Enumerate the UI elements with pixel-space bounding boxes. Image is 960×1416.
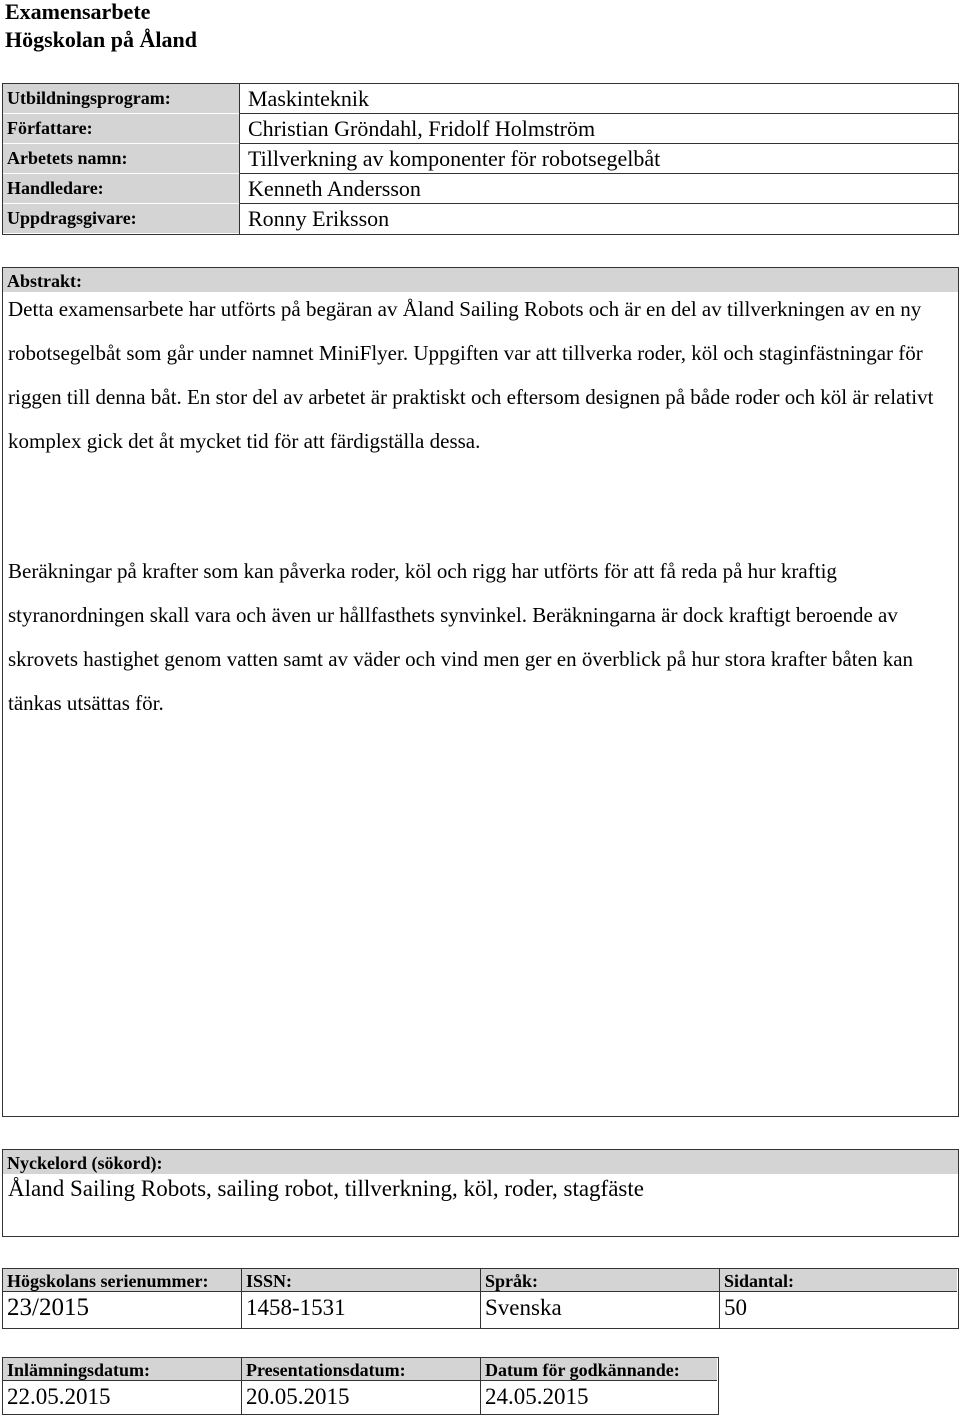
info-value: 1458-1531 <box>246 1295 346 1320</box>
meta-row-program <box>3 84 958 114</box>
abstract-box <box>2 267 959 1117</box>
meta-row-title <box>3 144 958 174</box>
meta-label: Handledare: <box>3 174 239 204</box>
meta-value: Ronny Eriksson <box>239 204 958 234</box>
institution-name: Högskolan på Åland <box>5 27 197 52</box>
info-label: Presentationsdatum: <box>242 1358 480 1381</box>
keywords-value: Åland Sailing Robots, sailing robot, tillverkning, köl, roder, stagfäste <box>8 1176 644 1201</box>
info-label: Högskolans serienummer: <box>3 1269 241 1292</box>
meta-value: Christian Gröndahl, Fridolf Holmström <box>239 114 958 144</box>
keywords-heading: Nyckelord (sökord): <box>3 1150 958 1174</box>
info-table-1 <box>2 1268 959 1329</box>
info-cell-serial <box>3 1269 241 1328</box>
info-cell-issn <box>242 1269 480 1328</box>
info-cell-presentation-date <box>242 1358 480 1414</box>
info-label: ISSN: <box>242 1269 480 1292</box>
keywords-box <box>2 1149 959 1237</box>
info-value: 22.05.2015 <box>7 1384 111 1409</box>
info-label: Datum för godkännande: <box>481 1358 717 1381</box>
info-label: Inlämningsdatum: <box>3 1358 241 1381</box>
info-cell-language <box>481 1269 719 1328</box>
meta-label: Författare: <box>3 114 239 144</box>
info-label: Sidantal: <box>720 1269 957 1292</box>
info-cell-approval-date <box>481 1358 717 1414</box>
document-type: Examensarbete <box>5 0 151 24</box>
info-cell-submission-date <box>3 1358 241 1414</box>
info-table-2 <box>2 1357 719 1415</box>
abstract-paragraph-1: Detta examensarbete har utförts på begäran av Åland Sailing Robots och är en del av tillverkningen av en ny robotsegelbåt som går under namnet MiniFlyer. Uppgiften var att tillverka roder, köl och staginfästningar för riggen till denna båt. En stor del av arbetet är praktiskt och eftersom designen på både roder och köl är relativt komplex gick det åt mycket tid för att färdigställa dessa. <box>8 297 934 453</box>
abstract-heading: Abstrakt: <box>3 268 958 292</box>
meta-row-client <box>3 204 958 234</box>
info-value: 24.05.2015 <box>485 1384 589 1409</box>
meta-value: Kenneth Andersson <box>239 174 958 204</box>
metadata-table <box>2 83 959 235</box>
meta-value: Maskinteknik <box>239 84 958 114</box>
info-label: Språk: <box>481 1269 719 1292</box>
meta-label: Uppdragsgivare: <box>3 204 239 234</box>
info-cell-pages <box>720 1269 957 1328</box>
meta-value: Tillverkning av komponenter för robotsegelbåt <box>239 144 958 174</box>
meta-row-authors <box>3 114 958 144</box>
info-value: 20.05.2015 <box>246 1384 350 1409</box>
meta-label: Utbildningsprogram: <box>3 84 239 114</box>
info-value: 50 <box>724 1295 747 1320</box>
abstract-paragraph-2: Beräkningar på krafter som kan påverka roder, köl och rigg har utförts för att få reda på hur kraftig styranordningen skall vara och även ur hållfasthets synvinkel. Beräkningarna är dock kraftigt beroende av skrovets hastighet genom vatten samt av väder och vind men ger en överblick på hur stora krafter båten kan tänkas utsättas för. <box>8 559 914 715</box>
meta-label: Arbetets namn: <box>3 144 239 174</box>
meta-row-supervisor <box>3 174 958 204</box>
info-value: Svenska <box>485 1295 562 1320</box>
info-value: 23/2015 <box>7 1294 89 1321</box>
